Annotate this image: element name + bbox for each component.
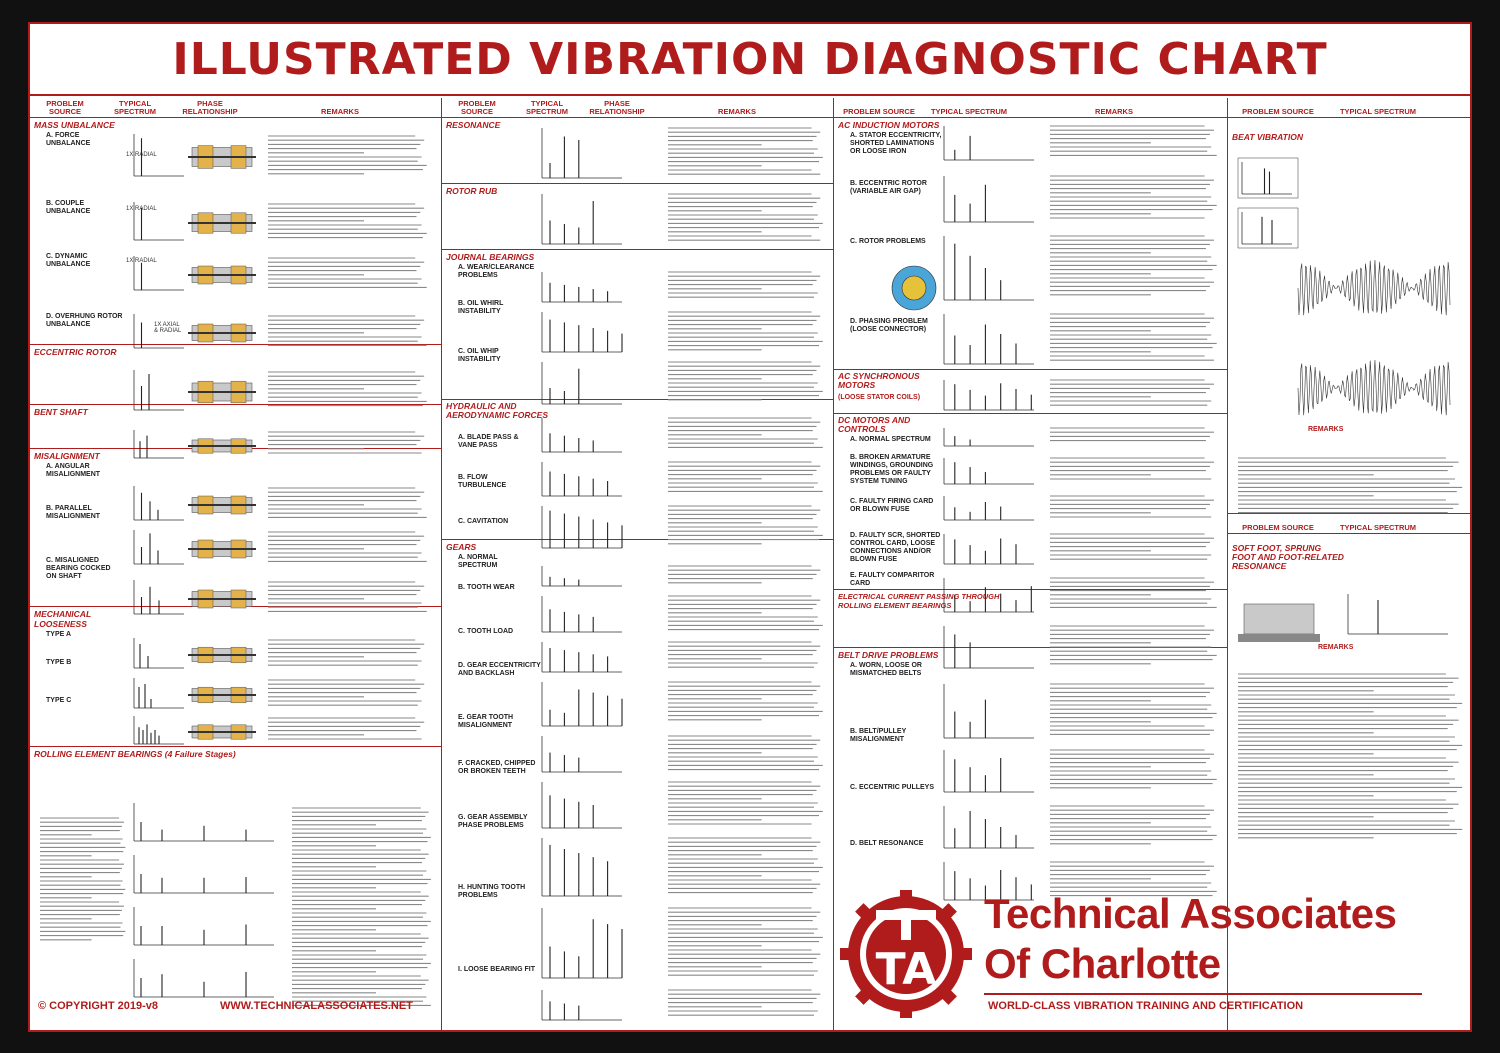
dc-normal-label: A. NORMAL SPECTRUM (850, 436, 931, 443)
section-journal-bearings (442, 250, 833, 400)
oil-whirl-label: B. OIL WHIRL INSTABILITY (458, 300, 504, 315)
section-hydraulic (442, 400, 833, 540)
phasing-problem-label: D. PHASING PROBLEM (LOOSE CONNECTOR) (850, 318, 928, 333)
header-typical-spectrum: TYPICAL SPECTRUM (930, 107, 1008, 116)
tooth-load-label: C. TOOTH LOAD (458, 628, 514, 635)
brand-block (832, 890, 1432, 1020)
eccentric-rotor-label: B. ECCENTRIC ROTOR (VARIABLE AIR GAP) (850, 180, 927, 195)
section-title: ELECTRICAL CURRENT PASSING THROUGH ROLLING ELEMENT BEARINGS (838, 592, 1000, 610)
section-bent-shaft (30, 405, 441, 449)
column-1-header (30, 98, 441, 118)
rotor-problems-label: C. ROTOR PROBLEMS (850, 238, 926, 245)
section-title: HYDRAULIC AND AERODYNAMIC FORCES (446, 401, 549, 420)
tooth-misalignment-label: E. GEAR TOOTH MISALIGNMENT (458, 714, 514, 729)
header-problem-source: PROBLEM SOURCE (1242, 523, 1314, 532)
type-b-label: TYPE B (46, 659, 72, 666)
section-beat-vibration (1228, 118, 1472, 514)
header-phase-relationship: PHASE RELATIONSHIP (589, 99, 645, 116)
chart-sheet (28, 22, 1472, 1032)
section-title: BENT SHAFT (34, 407, 88, 417)
section-ac-induction (834, 118, 1227, 370)
header-phase-relationship: PHASE RELATIONSHIP (182, 99, 238, 116)
faulty-firing-label: C. FAULTY FIRING CARD OR BLOWN FUSE (850, 498, 934, 513)
type-c-label: TYPE C (46, 697, 72, 704)
header-problem-source: PROBLEM SOURCE (46, 99, 84, 116)
section-rolling-element (30, 747, 441, 983)
header-problem-source: PROBLEM SOURCE (1242, 107, 1314, 116)
company-logo (836, 890, 976, 1018)
blade-pass-label: A. BLADE PASS & VANE PASS (458, 434, 519, 449)
section-title: BELT DRIVE PROBLEMS (838, 650, 939, 660)
brand-name-line1: Technical Associates (984, 890, 1397, 937)
gear-eccentricity-label: D. GEAR ECCENTRICITY AND BACKLASH (458, 662, 541, 677)
section-title: BEAT VIBRATION (1232, 132, 1303, 142)
section-title: MECHANICAL LOOSENESS (34, 609, 92, 629)
belt-resonance-label: D. BELT RESONANCE (850, 840, 924, 847)
section-dc-motors (834, 414, 1227, 590)
loose-stator-label: (LOOSE STATOR COILS) (838, 394, 921, 401)
section-title: SOFT FOOT, SPRUNG FOOT AND FOOT-RELATED RESONANCE (1232, 543, 1344, 571)
section-title: RESONANCE (446, 120, 501, 130)
oil-whip-label: C. OIL WHIP INSTABILITY (458, 348, 501, 363)
header-typical-spectrum: TYPICAL SPECTRUM (1339, 107, 1417, 116)
section-mass-unbalance (30, 118, 441, 345)
section-title: ECCENTRIC ROTOR (34, 347, 117, 357)
tooth-wear-label: B. TOOTH WEAR (458, 584, 515, 591)
section-mechanical-looseness (30, 607, 441, 747)
couple-unbalance-label: B. COUPLE UNBALANCE (46, 200, 91, 215)
type-a-label: TYPE A (46, 631, 72, 638)
section-title: AC INDUCTION MOTORS (838, 120, 940, 130)
header-remarks: REMARKS (321, 107, 359, 116)
force-unbalance-label: A. FORCE UNBALANCE (46, 132, 91, 147)
section-ac-synchronous (834, 370, 1227, 414)
section-title: JOURNAL BEARINGS (446, 252, 535, 262)
section-title: ROTOR RUB (446, 186, 498, 196)
logo-letters: TA (875, 944, 937, 995)
spectrum-label: 1X RADIAL (126, 206, 157, 212)
section-electrical-current (834, 590, 1227, 648)
header-remarks: REMARKS (1095, 107, 1133, 116)
stator-eccentricity-label: A. STATOR ECCENTRICITY, SHORTED LAMINATIONS OR LOOSE IRON (850, 132, 942, 155)
header-problem-source: PROBLEM SOURCE (458, 99, 496, 116)
website-link[interactable]: WWW.TECHNICALASSOCIATES.NET (220, 1000, 413, 1012)
brand-tagline: WORLD-CLASS VIBRATION TRAINING AND CERTIFICATION (988, 1000, 1304, 1012)
section-rotor-rub (442, 184, 833, 250)
worn-belts-label: A. WORN, LOOSE OR MISMATCHED BELTS (850, 662, 922, 677)
eccentric-pulleys-label: C. ECCENTRIC PULLEYS (850, 784, 935, 791)
broken-armature-label: B. BROKEN ARMATURE WINDINGS, GROUNDING PROBLEMS OR FAULTY SYSTEM TUNING (850, 454, 934, 485)
header-typical-spectrum: TYPICAL SPECTRUM (113, 99, 157, 116)
section-title: MISALIGNMENT (34, 451, 100, 461)
beat-remarks-label: REMARKS (1308, 426, 1344, 433)
soft-foot-remarks-label: REMARKS (1318, 644, 1354, 651)
header-remarks: REMARKS (718, 107, 756, 116)
wear-clearance-label: A. WEAR/CLEARANCE PROBLEMS (458, 264, 535, 279)
gear-assembly-label: G. GEAR ASSEMBLY PHASE PROBLEMS (458, 814, 528, 829)
cavitation-label: C. CAVITATION (458, 518, 509, 525)
section-title: ROLLING ELEMENT BEARINGS (4 Failure Stages) (34, 749, 236, 759)
column-1 (30, 98, 442, 1030)
header-problem-source: PROBLEM SOURCE (843, 107, 915, 116)
loose-bearing-fit-label: I. LOOSE BEARING FIT (458, 966, 536, 973)
overhung-unbalance-label: D. OVERHUNG ROTOR UNBALANCE (46, 313, 123, 328)
gear-normal-label: A. NORMAL SPECTRUM (458, 554, 498, 569)
column-2-header (442, 98, 833, 118)
spectrum-label: 1X RADIAL (126, 152, 157, 158)
spectrum-label: 1X RADIAL (126, 258, 157, 264)
hunting-tooth-label: H. HUNTING TOOTH PROBLEMS (458, 884, 526, 899)
header-typical-spectrum: TYPICAL SPECTRUM (1339, 523, 1417, 532)
chart-title: ILLUSTRATED VIBRATION DIAGNOSTIC CHART (30, 24, 1470, 96)
column-4-subheader (1228, 514, 1472, 534)
brand-name-line2: Of Charlotte (984, 940, 1221, 987)
section-eccentric-rotor (30, 345, 441, 405)
spectrum-label: 1X AXIAL & RADIAL (154, 322, 182, 334)
section-resonance (442, 118, 833, 184)
header-typical-spectrum: TYPICAL SPECTRUM (525, 99, 569, 116)
column-2 (442, 98, 834, 1030)
misaligned-bearing-label: C. MISALIGNED BEARING COCKED ON SHAFT (46, 557, 111, 580)
parallel-misalignment-label: B. PARALLEL MISALIGNMENT (46, 505, 101, 520)
faulty-comparator-label: E. FAULTY COMPARITOR CARD (850, 572, 935, 587)
flow-turbulence-label: B. FLOW TURBULENCE (458, 474, 507, 489)
dynamic-unbalance-label: C. DYNAMIC UNBALANCE (46, 253, 91, 268)
belt-pulley-label: B. BELT/PULLEY MISALIGNMENT (850, 728, 907, 743)
section-title: GEARS (446, 542, 477, 552)
section-title: AC SYNCHRONOUS MOTORS (838, 371, 920, 390)
faulty-scr-label: D. FAULTY SCR, SHORTED CONTROL CARD, LOOSE CONNECTIONS AND/OR BLOWN FUSE (850, 532, 941, 563)
section-gears (442, 540, 833, 983)
column-3-header (834, 98, 1227, 118)
section-misalignment (30, 449, 441, 607)
angular-misalignment-label: A. ANGULAR MISALIGNMENT (46, 463, 101, 478)
section-soft-foot (1228, 514, 1472, 884)
section-title: DC MOTORS AND CONTROLS (838, 415, 911, 434)
section-belt-drive (834, 648, 1227, 884)
column-4-header (1228, 98, 1472, 118)
copyright-text: © COPYRIGHT 2019-v8 (38, 1000, 158, 1012)
cracked-tooth-label: F. CRACKED, CHIPPED OR BROKEN TEETH (458, 760, 536, 775)
section-title: MASS UNBALANCE (34, 120, 115, 130)
brand-divider (984, 993, 1422, 995)
